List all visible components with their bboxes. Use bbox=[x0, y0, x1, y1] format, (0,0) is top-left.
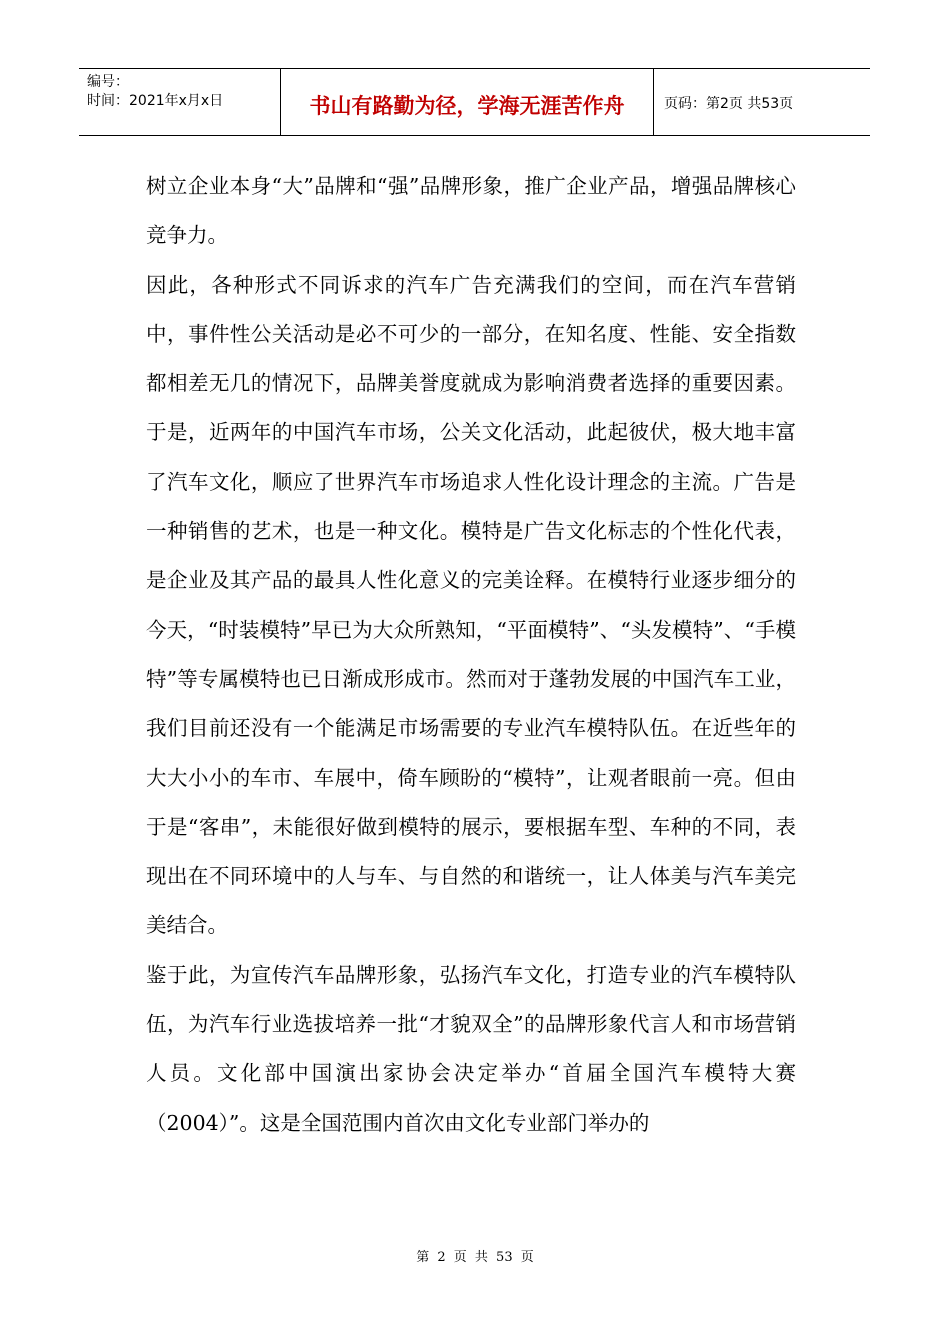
paragraph: 因此，各种形式不同诉求的汽车广告充满我们的空间，而在汽车营销中，事件性公关活动是必不可少的一部分，在知名度、性能、安全指数都相差无几的情况下，品牌美誉度就成为影响消费者选择的重要因素。于是，近两年的中国汽车市场，公关文化活动，此起彼伏，极大地丰富了汽车文化，顺应了世界汽车市场追求人性化设计理念的主流。广告是一种销售的艺术，也是一种文化。模特是广告文化标志的个性化代表，是企业及其产品的最具人性化意义的完美诠释。在模特行业逐步细分的今天，“时装模特”早已为大众所熟知，“平面模特”、“头发模特”、“手模特”等专属模特也已日渐成形成市。然而对于蓬勃发展的中国汽车工业，我们目前还没有一个能满足市场需要的专业汽车模特队伍。在近些年的大大小小的车市、车展中，倚车顾盼的“模特”，让观者眼前一亮。但由于是“客串”，未能很好做到模特的展示，要根据车型、车种的不同，表现出在不同环境中的人与车、与自然的和谐统一，让人体美与汽车美完美结合。 bbox=[146, 272, 796, 938]
header-meta-cell bbox=[79, 69, 281, 135]
document-body bbox=[146, 162, 796, 1148]
page-footer: 第 2 页 共 53 页 bbox=[416, 1250, 534, 1265]
header-motto-cell bbox=[281, 69, 654, 135]
header-motto: 书山有路勤为径，学海无涯苦作舟 bbox=[309, 94, 625, 118]
header-page-cell bbox=[654, 69, 870, 135]
paragraph: 树立企业本身“大”品牌和“强”品牌形象，推广企业产品，增强品牌核心竞争力。 bbox=[146, 174, 796, 248]
paragraph: 鉴于此，为宣传汽车品牌形象，弘扬汽车文化，打造专业的汽车模特队伍，为汽车行业选拔培养一批“才貌双全”的品牌形象代言人和市场营销人员。文化部中国演出家协会决定举办“首届全国汽车模特大赛（2004）”。这是全国范围内首次由文化专业部门举办的 bbox=[146, 962, 796, 1135]
header-page-number: 页码：第2页 共53页 bbox=[664, 96, 794, 112]
page-header bbox=[79, 68, 870, 136]
document-date: 时间：2021年x月x日 bbox=[87, 93, 224, 109]
document-number-label: 编号： bbox=[87, 74, 129, 90]
